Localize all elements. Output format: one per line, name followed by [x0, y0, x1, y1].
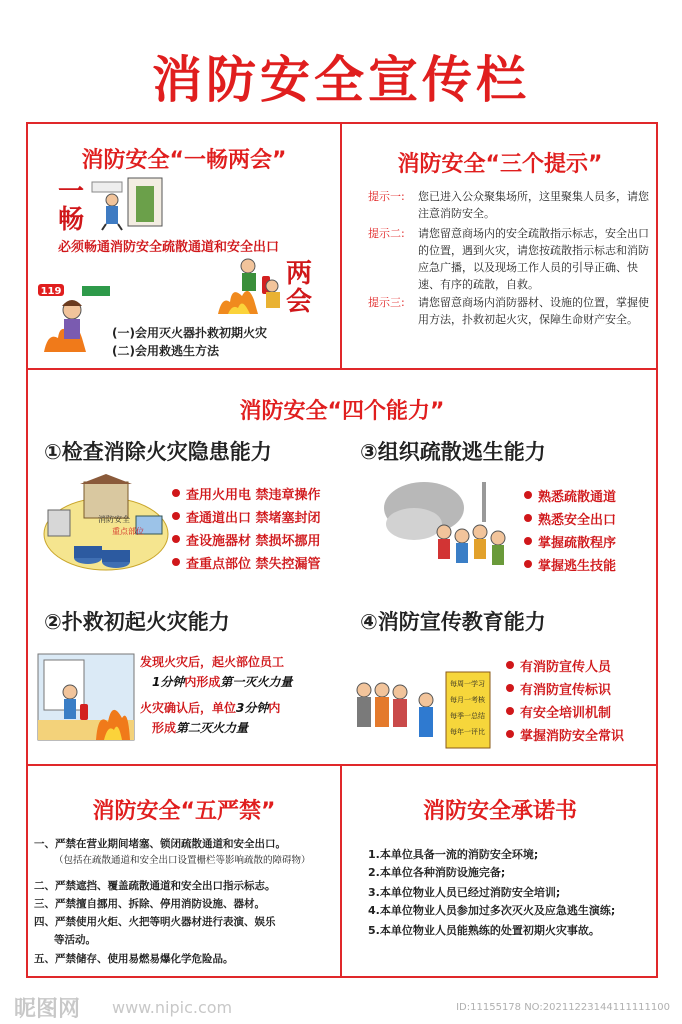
list-item: 有安全培训机制	[506, 702, 624, 725]
img-label-key: 重点部位	[112, 527, 144, 536]
ban-4-cont: 等活动。	[54, 934, 96, 946]
ability-2-line-1	[140, 652, 330, 672]
divider-top-horizontal	[26, 368, 658, 370]
tip-1-label: 提示一:	[368, 190, 405, 203]
evacuation-illustration	[384, 478, 516, 578]
liang-char: 两	[286, 259, 313, 289]
ability-2-line-1a: 发现火灾后，起火部位员工	[140, 655, 285, 669]
panel1-title: 消防安全“一畅两会”	[81, 148, 287, 173]
yi-char: 一	[58, 177, 85, 207]
tip-2-label: 提示二:	[368, 227, 405, 240]
promise-1: 1.本单位具备一流的消防安全环境;	[368, 848, 539, 861]
ban-4: 四、严禁使用火炬、火把等明火器材进行表演、娱乐	[34, 916, 276, 928]
call-119-label: 119	[40, 286, 62, 297]
ability-2-form: 内形成	[184, 675, 221, 689]
tip-2-text: 请您留意商场内的安全疏散指示标志，安全出口的位置，遇到火灾，请您按疏散指示标志和消防应急广播，以及现场工作人员的引导正确、快速、有序的疏散，自救。	[418, 227, 649, 291]
ban-1-note: （包括在疏散通道和安全出口设置栅栏等影响疏散的障碍物）	[54, 855, 311, 866]
page-title: 消防安全宣传栏	[152, 51, 530, 109]
watermark-logo: 昵图网	[14, 997, 81, 1022]
ability-2-nei: 内	[268, 701, 281, 715]
image-id: ID:11155178 NO:20211223144111111100	[456, 1002, 670, 1013]
ban-3: 三、严禁擅自挪用、拆除、停用消防设施、器材。	[34, 898, 265, 910]
chang-char: 畅	[58, 205, 85, 235]
watermark-url[interactable]: www.nipic.com	[112, 998, 233, 1017]
panel3-title: 消防安全“四个能力”	[239, 399, 445, 424]
ability-2-line-4	[152, 718, 330, 738]
ability-1-list	[172, 484, 321, 576]
escape-illustration	[36, 282, 116, 354]
ability-2-title: ②扑救初起火灾能力	[44, 610, 230, 634]
panel4-title: 消防安全“五严禁”	[92, 799, 276, 824]
hui-char: 会	[286, 287, 313, 317]
list-item: 掌握逃生技能	[524, 555, 616, 578]
ability-2-second-force: 第二灭火力量	[176, 721, 249, 735]
panel5-title: 消防安全承诺书	[422, 799, 577, 824]
tip-3	[368, 294, 658, 328]
list-item: 掌握疏散程序	[524, 532, 616, 555]
ability-2-text	[140, 652, 330, 738]
ability-4-title: ④消防宣传教育能力	[360, 610, 546, 634]
list-item: 有消防宣传标识	[506, 679, 624, 702]
ability-2-line-2	[152, 672, 330, 692]
ability-2-first-force: 第一灭火力量	[220, 675, 293, 689]
list-item: 掌握消防安全常识	[506, 725, 624, 748]
panel1-item-2: (二)会用救逃生方法	[112, 344, 219, 358]
ability-4-list	[506, 656, 624, 748]
divider-top-vertical	[340, 122, 342, 370]
list-item: 查设施器材 禁损坏挪用	[172, 530, 321, 553]
board-line-4: 每年一评比	[450, 728, 485, 736]
list-item: 有消防宣传人员	[506, 656, 624, 679]
list-item: 查通道出口 禁堵塞封闭	[172, 507, 321, 530]
board-line-3: 每季一总结	[450, 712, 485, 720]
tip-1-text: 您已进入公众聚集场所，这里聚集人员多，请您注意消防安全。	[418, 190, 649, 220]
ability-3-list	[524, 486, 616, 578]
ability-2-3min: 3分钟	[236, 701, 269, 715]
promise-5: 5.本单位物业人员能熟练的处置初期火灾事故。	[368, 924, 600, 937]
tip-1	[368, 188, 658, 222]
board-line-1: 每周一学习	[450, 680, 485, 688]
ban-1: 一、严禁在营业期间堵塞、锁闭疏散通道和安全出口。	[34, 838, 286, 850]
promise-2: 2.本单位各种消防设施完备;	[368, 866, 506, 879]
phone-119-icon	[38, 284, 64, 297]
fire-fighting-illustration	[208, 256, 286, 318]
tip-3-label: 提示三:	[368, 296, 405, 309]
ability-3-title: ③组织疏散逃生能力	[360, 440, 546, 464]
panel1-subtitle: 必须畅通消防安全疏散通道和安全出口	[58, 240, 280, 255]
promise-4: 4.本单位物业人员参加过多次灭火及应急逃生演练;	[368, 904, 616, 917]
ability-2-1min: 1分钟	[152, 675, 185, 689]
list-item: 查重点部位 禁失控漏管	[172, 553, 321, 576]
initial-fire-illustration	[36, 652, 136, 742]
education-illustration	[350, 670, 496, 756]
tip-3-text: 请您留意商场内消防器材、设施的位置，掌握使用方法，扑救初起火灾，保障生命财产安全。	[418, 296, 649, 326]
ban-5: 五、严禁储存、使用易燃易爆化学危险品。	[34, 953, 234, 965]
list-item: 熟悉安全出口	[524, 509, 616, 532]
key-area-illustration	[40, 474, 172, 582]
ability-2-line-3	[140, 698, 330, 718]
board-line-2: 每月一考核	[450, 696, 485, 704]
divider-bottom-horizontal	[26, 764, 658, 766]
watermark-footer	[0, 988, 682, 1024]
promise-3: 3.本单位物业人员已经过消防安全培训;	[368, 886, 561, 899]
ability-2-xingcheng: 形成	[152, 721, 177, 735]
img-label-safety: 消防安全	[98, 515, 130, 524]
panel2-title: 消防安全“三个提示”	[397, 152, 603, 177]
ability-2-line-3a: 火灾确认后，单位	[140, 701, 237, 715]
ability-1-title: ①检查消除火灾隐患能力	[44, 440, 272, 464]
tip-2	[368, 225, 658, 293]
corridor-illustration	[88, 176, 168, 232]
ban-2: 二、严禁遮挡、覆盖疏散通道和安全出口指示标志。	[34, 880, 276, 892]
list-item: 查用火用电 禁违章操作	[172, 484, 321, 507]
list-item: 熟悉疏散通道	[524, 486, 616, 509]
panel1-item-1: (一)会用灭火器扑救初期火灾	[112, 326, 267, 340]
